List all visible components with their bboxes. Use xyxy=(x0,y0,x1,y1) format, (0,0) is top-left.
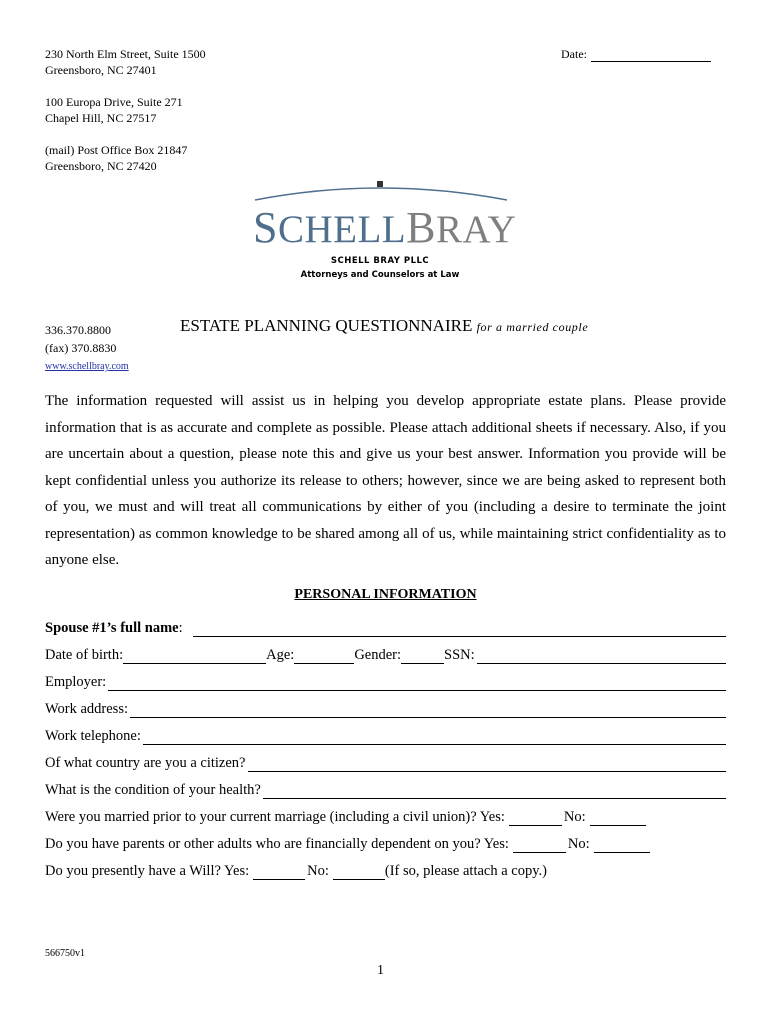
address-line: Greensboro, NC 27401 xyxy=(45,63,157,77)
document-title xyxy=(180,316,588,336)
address-line: 230 North Elm Street, Suite 1500 xyxy=(45,47,206,61)
dob-row xyxy=(45,644,726,664)
address-line: (mail) Post Office Box 21847 xyxy=(45,143,188,157)
address-line: 100 Europa Drive, Suite 271 xyxy=(45,95,183,109)
logo-wordmark: SCHELLBRAY xyxy=(253,203,517,252)
date-field[interactable] xyxy=(561,47,711,62)
dependents-row xyxy=(45,833,726,853)
married-prior-label: Were you married prior to your current marriage (including a civil union)? Yes: xyxy=(45,809,505,825)
spouse-name-colon: : xyxy=(178,620,183,636)
fax-number: (fax) 370.8830 xyxy=(45,341,117,355)
will-no-input[interactable] xyxy=(333,865,385,880)
website-link[interactable]: www.schellbray.com xyxy=(45,361,129,372)
spouse-name-label: Spouse #1’s full name xyxy=(45,620,179,636)
dependents-yes-input[interactable] xyxy=(513,838,566,853)
married-prior-row xyxy=(45,806,726,826)
work-telephone-row xyxy=(45,725,726,745)
gender-input[interactable] xyxy=(401,649,444,664)
married-prior-no-input[interactable] xyxy=(590,811,646,826)
work-telephone-input[interactable] xyxy=(143,730,726,745)
logo-tagline: Attorneys and Counselors at Law xyxy=(300,270,460,280)
work-telephone-label: Work telephone: xyxy=(45,728,141,744)
address-block-1 xyxy=(45,46,206,78)
employer-row xyxy=(45,671,726,691)
employer-label: Employer: xyxy=(45,674,107,690)
spouse-name-row xyxy=(45,617,726,637)
health-input[interactable] xyxy=(263,784,726,799)
citizen-input[interactable] xyxy=(248,757,727,772)
health-row xyxy=(45,779,726,799)
page-number: 1 xyxy=(377,963,384,978)
ssn-input[interactable] xyxy=(477,649,726,664)
intro-paragraph: The information requested will assist us in helping you develop appropriate estate plans. Please provide information that is as accurate and complete as possible. Please attach additional sheets if necessary. Also, if you are uncertain about a question, please note this and give us your best answer. Information you provide will be kept confidential unless you authorize its release to others; however, since we are being asked to represent both of you, we must and will treat all communications by either of you (including a desire to terminate the joint representation) as common knowledge to be shared among all of us, while maintaining strict confidentiality as to anyone else. xyxy=(45,393,726,568)
spouse-name-input[interactable] xyxy=(193,622,726,637)
title-subtitle: for a married couple xyxy=(476,320,589,334)
gender-label: Gender: xyxy=(354,647,402,663)
dob-input[interactable] xyxy=(123,649,266,664)
dependents-label: Do you have parents or other adults who are financially dependent on you? Yes: xyxy=(45,836,509,852)
address-block-3 xyxy=(45,142,187,174)
health-label: What is the condition of your health? xyxy=(45,782,261,798)
will-label: Do you presently have a Will? Yes: xyxy=(45,863,250,879)
citizen-row xyxy=(45,752,726,772)
will-row xyxy=(45,860,726,880)
firm-logo xyxy=(245,178,515,283)
will-note: (If so, please attach a copy.) xyxy=(384,863,547,879)
married-prior-yes-input[interactable] xyxy=(509,811,562,826)
address-line: Greensboro, NC 27420 xyxy=(45,159,157,173)
married-prior-no-label: No: xyxy=(563,809,586,825)
section-title: PERSONAL INFORMATION xyxy=(294,587,477,602)
date-input-line[interactable] xyxy=(591,48,711,62)
citizen-label: Of what country are you a citizen? xyxy=(45,755,246,771)
will-no-label: No: xyxy=(307,863,329,879)
title-main: ESTATE PLANNING QUESTIONNAIRE xyxy=(180,316,473,335)
contact-block xyxy=(45,321,116,357)
address-block-2 xyxy=(45,94,183,126)
address-line: Chapel Hill, NC 27517 xyxy=(45,111,157,125)
dob-label: Date of birth: xyxy=(45,647,124,663)
dependents-no-input[interactable] xyxy=(594,838,650,853)
ssn-label: SSN: xyxy=(444,647,475,663)
date-label: Date: xyxy=(561,47,587,61)
document-code: 566750v1 xyxy=(45,948,85,959)
employer-input[interactable] xyxy=(108,676,726,691)
work-address-row xyxy=(45,698,726,718)
phone-number: 336.370.8800 xyxy=(45,323,111,337)
logo-firm-name: SCHELL BRAY PLLC xyxy=(330,256,430,266)
dependents-no-label: No: xyxy=(567,836,590,852)
age-label: Age: xyxy=(266,647,295,663)
work-address-label: Work address: xyxy=(45,701,128,717)
will-yes-input[interactable] xyxy=(253,865,305,880)
work-address-input[interactable] xyxy=(130,703,726,718)
age-input[interactable] xyxy=(294,649,354,664)
